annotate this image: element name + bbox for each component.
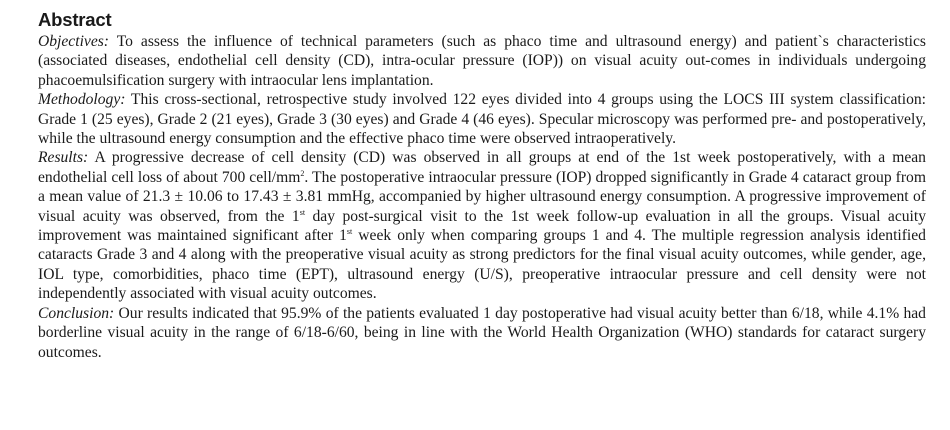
methodology-paragraph bbox=[38, 90, 926, 148]
methodology-label: Methodology: bbox=[38, 91, 126, 109]
results-label: Results: bbox=[38, 149, 89, 167]
results-text-part1: A progressive decrease of cell density (CD) was observed in all groups at end of the 1st week postoperatively, with a mean endothelial cell loss of about 700 cell/mm bbox=[38, 149, 926, 186]
results-paragraph bbox=[38, 148, 926, 303]
conclusion-paragraph bbox=[38, 304, 926, 362]
results-superscript-st-2: st bbox=[346, 227, 353, 237]
objectives-paragraph bbox=[38, 32, 926, 90]
abstract-section bbox=[38, 8, 926, 362]
results-superscript-squared: 2 bbox=[300, 168, 305, 178]
methodology-text: This cross-sectional, retrospective study involved 122 eyes divided into 4 groups using the LOCS III system classification: Grade 1 (25 eyes), Grade 2 (21 eyes), Grade 3 (30 eyes) and Grade 4 (46 eyes). Specular microscopy was performed pre- and postoperatively, while the ultrasound energy consumption and the effective phaco time were observed intraoperatively. bbox=[38, 91, 926, 148]
results-text-part3: day post-surgical visit to the 1st week follow-up evaluation in all the groups. Visual acuity improvement was maintained significant after 1 bbox=[38, 207, 926, 245]
abstract-heading: Abstract bbox=[38, 9, 112, 30]
conclusion-label: Conclusion: bbox=[38, 304, 115, 322]
results-text-part2: . The postoperative intraocular pressure (IOP) dropped significantly in Grade 4 cataract group from a mean value of 21.3 ± 10.06 to 17.43 ± 3.81 mmHg, accompanied by higher ultrasound energy consumption. A progressive improvement of visual acuity was observed, from the 1 bbox=[38, 168, 926, 225]
objectives-label: Objectives: bbox=[38, 33, 110, 50]
results-text-part4: week only when comparing groups 1 and 4. The multiple regression analysis identified cataracts Grade 3 and 4 along with the preoperative visual acuity as strong predictors for the final visual acuity outcomes, while gender, age, IOL type, comorbidities, phaco time (EPT), ultrasound energy (U/S), preoperative intraocular pressure and cell density were not independently associated with visual acuity outcomes. bbox=[38, 227, 926, 303]
results-superscript-st: st bbox=[299, 207, 306, 217]
objectives-text: To assess the influence of technical parameters (such as phaco time and ultrasound energy) and patient`s characteristics (associated diseases, endothelial cell density (CD), intra-ocular pressure (IOP)) on visual acuity out-comes in individuals undergoing phacoemulsification surgery with intraocular lens implantation. bbox=[38, 33, 926, 89]
conclusion-text: Our results indicated that 95.9% of the patients evaluated 1 day postoperative had visual acuity better than 6/18, while 4.1% had borderline visual acuity in the range of 6/18-6/60, being in line with the World Health Organization (WHO) standards for cataract surgery outcomes. bbox=[38, 304, 926, 361]
